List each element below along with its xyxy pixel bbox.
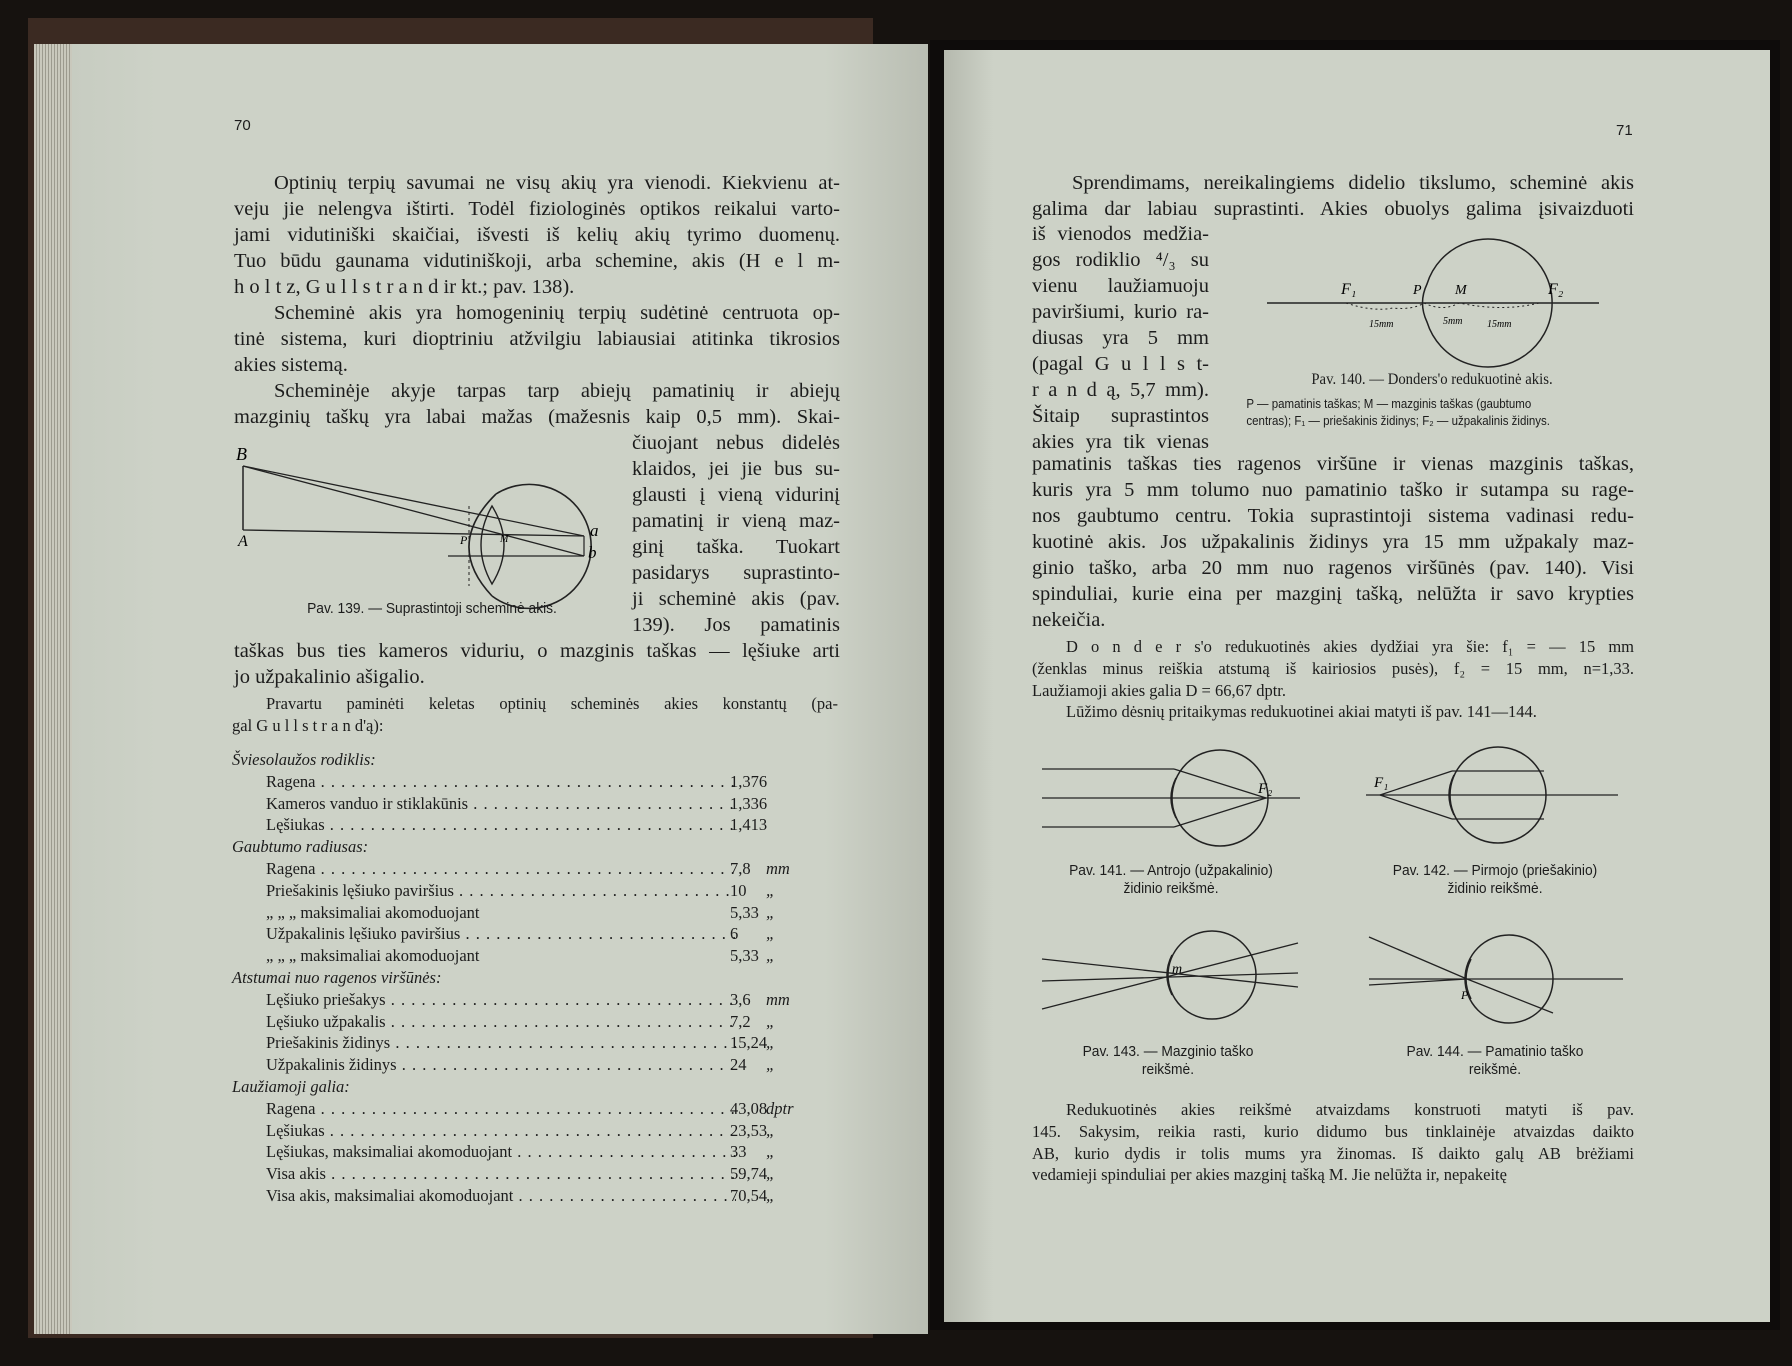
final-paragraph	[1032, 1099, 1634, 1186]
table-row	[232, 1098, 792, 1120]
row-value: 43,08	[730, 1098, 768, 1118]
row-value: 10	[730, 880, 747, 900]
row-unit: „	[766, 1185, 776, 1205]
table-row	[232, 945, 792, 967]
text-line: Sprendimams, nereikalingiems didelio tikslumo, scheminė akis	[1072, 172, 1634, 194]
table-row	[232, 814, 792, 836]
text-line: vedamieji spinduliai per akies mazginį tašką M. Jie nelūžta ir, nepakeitę	[1032, 1165, 1507, 1185]
text-line: iš vienodos medžia-	[1032, 223, 1209, 245]
text-line: Pravartu paminėti keletas optinių scheminės akies konstantų (pa-	[266, 694, 838, 713]
donders-paragraph	[1032, 636, 1634, 723]
text-line: pasidarys suprastinto-	[632, 562, 840, 584]
row-label: Priešakinis židinys . . .	[266, 1032, 736, 1054]
label-f2: F₂	[1548, 281, 1564, 298]
legend-line: centras); F₁ — priešakinis židinys; F₂ — užpakalinis židinys.	[1246, 414, 1551, 428]
table-row	[232, 771, 792, 793]
paragraph-block	[234, 170, 840, 430]
text-line: veju jie nelengva ištirti. Todėl fiziologinės optikos reikalui varto-	[234, 198, 840, 220]
label-p: P	[1413, 283, 1422, 298]
text-line: čiuojant nebus didelės	[632, 432, 840, 454]
text-line: ji scheminė akis (pav.	[632, 588, 840, 610]
table-row	[232, 1054, 792, 1076]
row-label: Ragena . . .	[266, 858, 736, 880]
table-row	[232, 1163, 792, 1185]
row-label: „ „ „ maksimaliai akomoduojant	[266, 902, 480, 922]
row-value: 1,413	[730, 815, 768, 835]
row-unit: mm	[766, 989, 790, 1009]
row-value: 7,2	[730, 1011, 751, 1031]
row-unit: „	[766, 1055, 776, 1075]
label-m: m	[1172, 962, 1183, 977]
text-line: Scheminėje akyje tarpas tarp abiejų pamatinių ir abiejų	[274, 380, 840, 402]
paragraph-block	[1032, 170, 1634, 222]
row-unit: „	[766, 1120, 776, 1140]
table-row	[232, 989, 792, 1011]
text-line: 145. Sakysim, reikia rasti, kurio didumo bus tinklainėje atvaizdas daikto	[1032, 1121, 1634, 1141]
row-value: 59,74	[730, 1164, 768, 1184]
text-line: Laužiamoji akies galia D = 66,67 dptr.	[1032, 680, 1286, 700]
text-line: gal G u l l s t r a n d'ą):	[232, 715, 384, 735]
table-row	[232, 1011, 792, 1033]
table-row	[232, 923, 792, 945]
label-a-upper: A	[238, 533, 248, 550]
figure-142-diagram	[1366, 743, 1626, 853]
paragraph-block	[234, 638, 840, 690]
text-line: pamatinį ir vieną maz-	[632, 510, 840, 532]
figure-143-caption	[1039, 1043, 1297, 1079]
table-row	[232, 1032, 792, 1054]
row-value: 15,24	[730, 1033, 768, 1053]
text-line: D o n d e r s'o redukuotinės akies dydžiai yra šie: f₁ = — 15 mm	[1066, 637, 1634, 656]
label-b: B	[236, 444, 247, 464]
label-f1: F₁	[1374, 775, 1389, 791]
text-line: paviršiumi, kurio ra-	[1032, 301, 1209, 323]
label-p: P	[1461, 988, 1469, 1002]
paragraph-block	[1032, 451, 1634, 633]
text-line: 139). Jos pamatinis	[632, 614, 840, 636]
figure-140-reduced-eye-diagram	[1263, 246, 1603, 376]
text-line: nekeičia.	[1032, 609, 1106, 631]
row-value: 7,8	[730, 858, 751, 878]
text-line: vienu laužiamuoju	[1032, 275, 1209, 297]
caption-line: Pav. 142. — Pirmojo (priešakinio)	[1392, 862, 1598, 879]
row-label: Užpakalinis lęšiuko paviršius . . .	[266, 923, 736, 945]
row-unit: „	[766, 924, 776, 944]
constants-table	[232, 749, 792, 1207]
text-line: Lūžimo dėsnių pritaikymas redukuotinei akiai matyti iš pav. 141—144.	[1066, 702, 1537, 722]
label-m: M	[500, 534, 509, 545]
row-label: Priešakinis lęšiuko paviršius . . .	[266, 880, 736, 902]
page-number-left: 70	[234, 117, 251, 134]
caption-line: Pav. 143. — Mazginio taško	[1082, 1043, 1254, 1060]
text-line: ginį taška. Tuokart	[632, 536, 840, 558]
text-line: h o l t z, G u l l s t r a n d ir kt.; pav. 138).	[234, 276, 575, 298]
text-line: spinduliai, kurie eina per mazginį tašką, nelūžta ir savo krypties	[1032, 583, 1634, 605]
row-value: 1,336	[730, 793, 768, 813]
label-15mm-front: 15mm	[1369, 319, 1394, 330]
text-line: pamatinis taškas ties ragenos viršūne ir vienas mazginis taškas,	[1032, 453, 1634, 475]
caption-line: Pav. 141. — Antrojo (užpakalinio)	[1069, 862, 1273, 879]
text-line: klaidos, jei jie bus su-	[632, 458, 840, 480]
table-row	[232, 902, 792, 924]
figure-140-legend	[1246, 396, 1623, 430]
row-unit: „	[766, 902, 776, 922]
table-section-title: Šviesolaužos rodiklis:	[232, 750, 376, 769]
row-value: 5,33	[730, 946, 759, 966]
text-line: Tuo būdu gaunama vidutiniškoji, arba schemine, akis (H e l m-	[234, 250, 840, 272]
text-line: nos gaubtumo centru. Tokia suprastintoji sistema vadinasi redu-	[1032, 505, 1634, 527]
row-unit: dptr	[766, 1098, 794, 1118]
table-row	[232, 880, 792, 902]
row-label: Kameros vanduo ir stiklakūnis . . .	[266, 793, 736, 815]
row-label: Lęšiukas . . .	[266, 1120, 736, 1142]
legend-line: P — pamatinis taškas; M — mazginis taškas (gaubtumo	[1246, 397, 1532, 411]
label-m: M	[1455, 283, 1467, 298]
row-label: Visa akis . . .	[266, 1163, 736, 1185]
figure-141-caption	[1042, 862, 1300, 898]
text-line: jo užpakalinio ašigalio.	[234, 666, 425, 688]
row-unit: „	[766, 946, 776, 966]
text-line: diusas yra 5 mm	[1032, 327, 1209, 349]
text-line: kuotinė akis. Jos užpakalinis židinys yra 15 mm užpakaly maz-	[1032, 531, 1634, 553]
label-5mm: 5mm	[1443, 316, 1463, 327]
page-edges	[34, 44, 74, 1334]
caption-line: Pav. 144. — Pamatinio taško	[1406, 1043, 1584, 1060]
paragraph-side-block	[632, 430, 840, 638]
text-line: mazginių taškų yra labai mažas (mažesnis kaip 0,5 mm). Skai-	[234, 406, 840, 428]
text-line: AB, kurio dydis ir tolis mums yra žinomas. Iš daikto galų AB brėžiami	[1032, 1143, 1634, 1163]
row-unit: „	[766, 1011, 776, 1031]
row-unit: „	[766, 1164, 776, 1184]
row-value: 70,54	[730, 1185, 768, 1205]
row-label: Visa akis, maksimaliai akomoduojant . . .	[266, 1185, 736, 1207]
text-line: (pagal G u l l s t-	[1032, 353, 1209, 375]
row-value: 6	[730, 924, 739, 944]
text-line: tinė sistema, kuri dioptriniu atžvilgiu labiausiai atitinka tikrosios	[234, 328, 840, 350]
table-row	[232, 1141, 792, 1163]
table-row	[232, 858, 792, 880]
figure-144-caption	[1366, 1043, 1624, 1079]
label-f2: F₂	[1258, 781, 1273, 797]
label-b-lower: b	[588, 543, 597, 562]
page-number-right: 71	[1616, 122, 1633, 139]
text-line: kuris yra 5 mm tolumo nuo pamatinio taško ir sutampa su rage-	[1032, 479, 1634, 501]
row-value: 33	[730, 1142, 747, 1162]
figure-142-caption	[1366, 862, 1624, 898]
text-line: taškas bus ties kameros viduriu, o mazginis taškas — lęšiuke arti	[234, 640, 840, 662]
row-label: Lęšiuko užpakalis . . .	[266, 1011, 736, 1033]
figure-140-caption: Pav. 140. — Donders'o redukuotinė akis.	[1311, 371, 1553, 388]
row-label: Lęšiuko priešakys . . .	[266, 989, 736, 1011]
row-label: Ragena . . .	[266, 771, 736, 793]
table-section-title: Laužiamoji galia:	[232, 1076, 350, 1096]
table-row	[232, 793, 792, 815]
row-value: 24	[730, 1055, 747, 1075]
text-line: glausti į vieną vidurinį	[632, 484, 840, 506]
figure-139-eye-diagram	[234, 446, 604, 616]
text-line: Šitaip suprastintos	[1032, 405, 1209, 427]
table-section-title: Atstumai nuo ragenos viršūnės:	[232, 967, 442, 987]
row-unit: „	[766, 1142, 776, 1162]
text-line: r a n d ą, 5,7 mm).	[1032, 379, 1209, 401]
text-line: akies yra tik vienas	[1032, 431, 1209, 453]
row-value: 5,33	[730, 902, 759, 922]
text-line: gos rodiklio ⁴/₃ su	[1032, 249, 1209, 271]
table-section-title: Gaubtumo radiusas:	[232, 837, 369, 857]
text-line: jami vidutiniški skaičiai, išvesti iš kelių akių tyrimo duomenų.	[234, 224, 840, 246]
row-label: Užpakalinis židinys . . .	[266, 1054, 736, 1076]
table-row	[232, 1120, 792, 1142]
row-unit: mm	[766, 858, 790, 878]
text-line: Scheminė akis yra homogeninių terpių sudėtinė centruota op-	[274, 302, 840, 324]
figure-141-diagram	[1040, 743, 1305, 853]
row-label: Lęšiukas . . .	[266, 814, 736, 836]
row-label: „ „ „ maksimaliai akomoduojant	[266, 946, 480, 966]
figure-139-caption: Pav. 139. — Suprastintoji scheminė akis.	[307, 600, 557, 617]
label-p: P	[460, 533, 468, 547]
caption-line: reikšmė.	[1141, 1061, 1195, 1078]
table-row	[232, 1185, 792, 1207]
row-unit: „	[766, 1033, 776, 1053]
label-f1: F₁	[1341, 281, 1357, 298]
constants-intro	[232, 693, 838, 737]
row-value: 23,53	[730, 1120, 768, 1140]
figure-143-diagram	[1042, 923, 1302, 1023]
row-unit: „	[766, 880, 776, 900]
text-line: akies sistemą.	[234, 354, 348, 376]
label-15mm-back: 15mm	[1487, 319, 1512, 330]
caption-line: reikšmė.	[1468, 1061, 1522, 1078]
caption-line: židinio reikšmė.	[1447, 880, 1543, 897]
caption-line: židinio reikšmė.	[1123, 880, 1219, 897]
text-line: ginio taško, arba 20 mm nuo ragenos viršūnės (pav. 140). Visi	[1032, 557, 1634, 579]
text-line: (ženklas minus reiškia atstumą iš kairiosios pusės), f₂ = 15 mm, n=1,33.	[1032, 658, 1634, 678]
row-label: Lęšiukas, maksimaliai akomoduojant . . .	[266, 1141, 736, 1163]
paragraph-side-block	[1032, 222, 1209, 456]
row-value: 1,376	[730, 771, 768, 791]
text-line: Optinių terpių savumai ne visų akių yra vienodi. Kiekvienu at-	[274, 172, 840, 194]
text-line: Redukuotinės akies reikšmė atvaizdams konstruoti matyti iš pav.	[1066, 1100, 1634, 1119]
figure-144-diagram	[1369, 923, 1629, 1023]
text-line: galima dar labiau suprastinti. Akies obuolys galima įsivaizduoti	[1032, 198, 1634, 220]
row-value: 3,6	[730, 989, 751, 1009]
label-a-lower: a	[590, 521, 599, 540]
row-label: Ragena . . .	[266, 1098, 736, 1120]
